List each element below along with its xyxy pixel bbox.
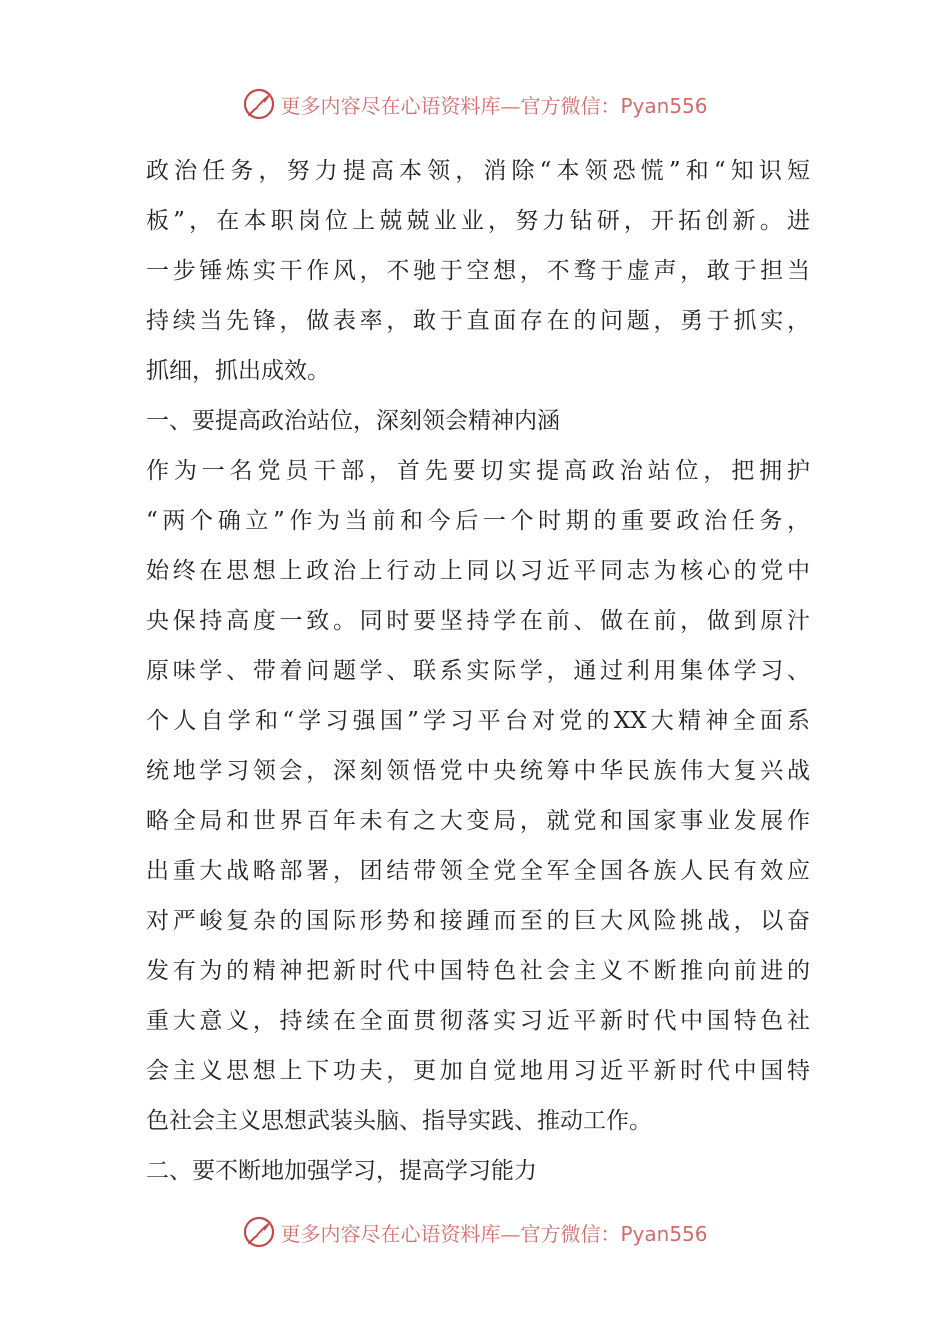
watermark-text	[280, 1218, 707, 1247]
watermark-wechat-id: Pyan556	[620, 93, 708, 118]
text-line: 个人自学和“学习强国”学习平台对党的XX大精神全面系	[146, 708, 810, 734]
watermark-wechat-id: Pyan556	[620, 1221, 708, 1246]
watermark-cn: 更多内容尽在心语资料库—官方微信：	[280, 1221, 621, 1246]
section-heading: 二、要不断地加强学习，提高学习能力	[146, 1158, 537, 1184]
section-heading: 一、要提高政治站位，深刻领会精神内涵	[146, 408, 560, 434]
text-line: 色社会主义思想武装头脑、指导实践、推动工作。	[146, 1108, 652, 1134]
text-line: 发有为的精神把新时代中国特色社会主义不断推向前进的	[146, 958, 810, 984]
footer-watermark	[0, 1212, 950, 1252]
text-line: 板”，在本职岗位上兢兢业业，努力钻研，开拓创新。进	[146, 208, 810, 234]
text-line: 政治任务，努力提高本领，消除“本领恐慌”和“知识短	[146, 158, 810, 184]
quill-logo-icon	[242, 1215, 276, 1249]
watermark-text	[280, 90, 707, 119]
text-line: 央保持高度一致。同时要坚持学在前、做在前，做到原汁	[146, 608, 810, 634]
quill-logo-icon	[242, 87, 276, 121]
text-line: 会主义思想上下功夫，更加自觉地用习近平新时代中国特	[146, 1058, 810, 1084]
text-line: 持续当先锋，做表率，敢于直面存在的问题，勇于抓实，	[146, 308, 810, 334]
text-line: 略全局和世界百年未有之大变局，就党和国家事业发展作	[146, 808, 810, 834]
text-line: 一步锤炼实干作风，不驰于空想，不骛于虚声，敢于担当	[146, 258, 810, 284]
text-line: 作为一名党员干部，首先要切实提高政治站位，把拥护	[146, 458, 810, 484]
text-line: 抓细，抓出成效。	[146, 358, 330, 384]
header-watermark	[0, 84, 950, 124]
text-line: 统地学习领会，深刻领悟党中央统筹中华民族伟大复兴战	[146, 758, 810, 784]
document-body	[146, 146, 810, 1196]
text-line: 对严峻复杂的国际形势和接踵而至的巨大风险挑战，以奋	[146, 908, 810, 934]
text-line: 原味学、带着问题学、联系实际学，通过利用集体学习、	[146, 658, 810, 684]
watermark-cn: 更多内容尽在心语资料库—官方微信：	[280, 93, 621, 118]
text-line: “两个确立”作为当前和今后一个时期的重要政治任务，	[146, 508, 810, 534]
text-line: 始终在思想上政治上行动上同以习近平同志为核心的党中	[146, 558, 810, 584]
text-line: 出重大战略部署，团结带领全党全军全国各族人民有效应	[146, 858, 810, 884]
text-line: 重大意义，持续在全面贯彻落实习近平新时代中国特色社	[146, 1008, 810, 1034]
